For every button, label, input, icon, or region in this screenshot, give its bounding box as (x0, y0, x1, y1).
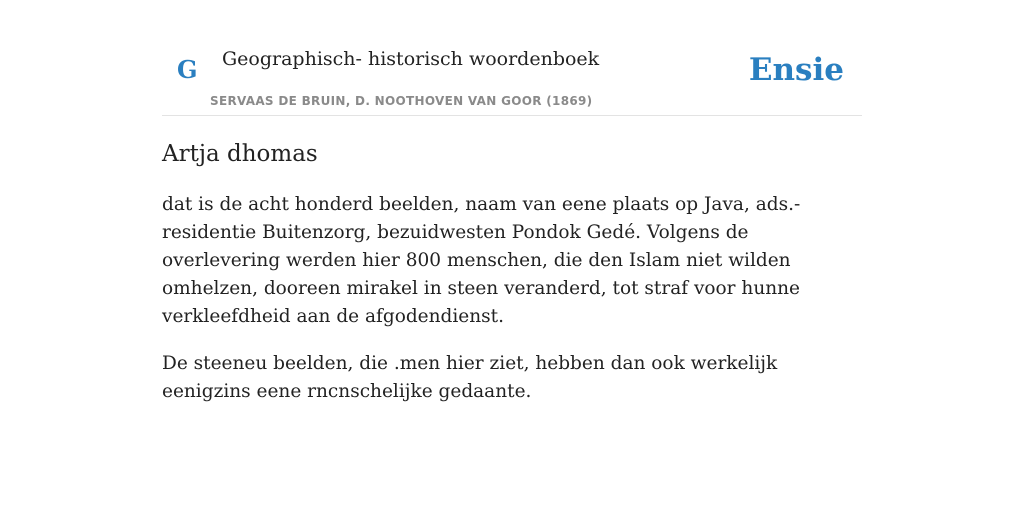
entry-paragraph: dat is de acht honderd beelden, naam van eene plaats op Java, ads.-residentie Buitenzorg, bezuidwesten Pondok Gedé. Volgens de overlevering werden hier 800 menschen, die den Islam niet wilden omhelzen, dooreen mirakel in steen veranderd, tot straf voor hunne verkleefdheid aan de afgodendienst. (162, 194, 801, 327)
entry-article (162, 138, 862, 425)
entry-title: Artja dhomas (162, 141, 318, 167)
ensie-logo[interactable]: Ensie (748, 52, 844, 88)
book-header (162, 0, 862, 116)
book-title-link[interactable]: Geographisch- historisch woordenboek (222, 48, 600, 70)
book-authors: SERVAAS DE BRUIN, D. NOOTHOVEN VAN GOOR (1869) (210, 94, 593, 108)
book-letter-icon[interactable]: G (177, 55, 198, 84)
entry-paragraph: De steeneu beelden, die .men hier ziet, hebben dan ook werkelijk eenigzins eene rncnschelijke gedaante. (162, 353, 778, 402)
